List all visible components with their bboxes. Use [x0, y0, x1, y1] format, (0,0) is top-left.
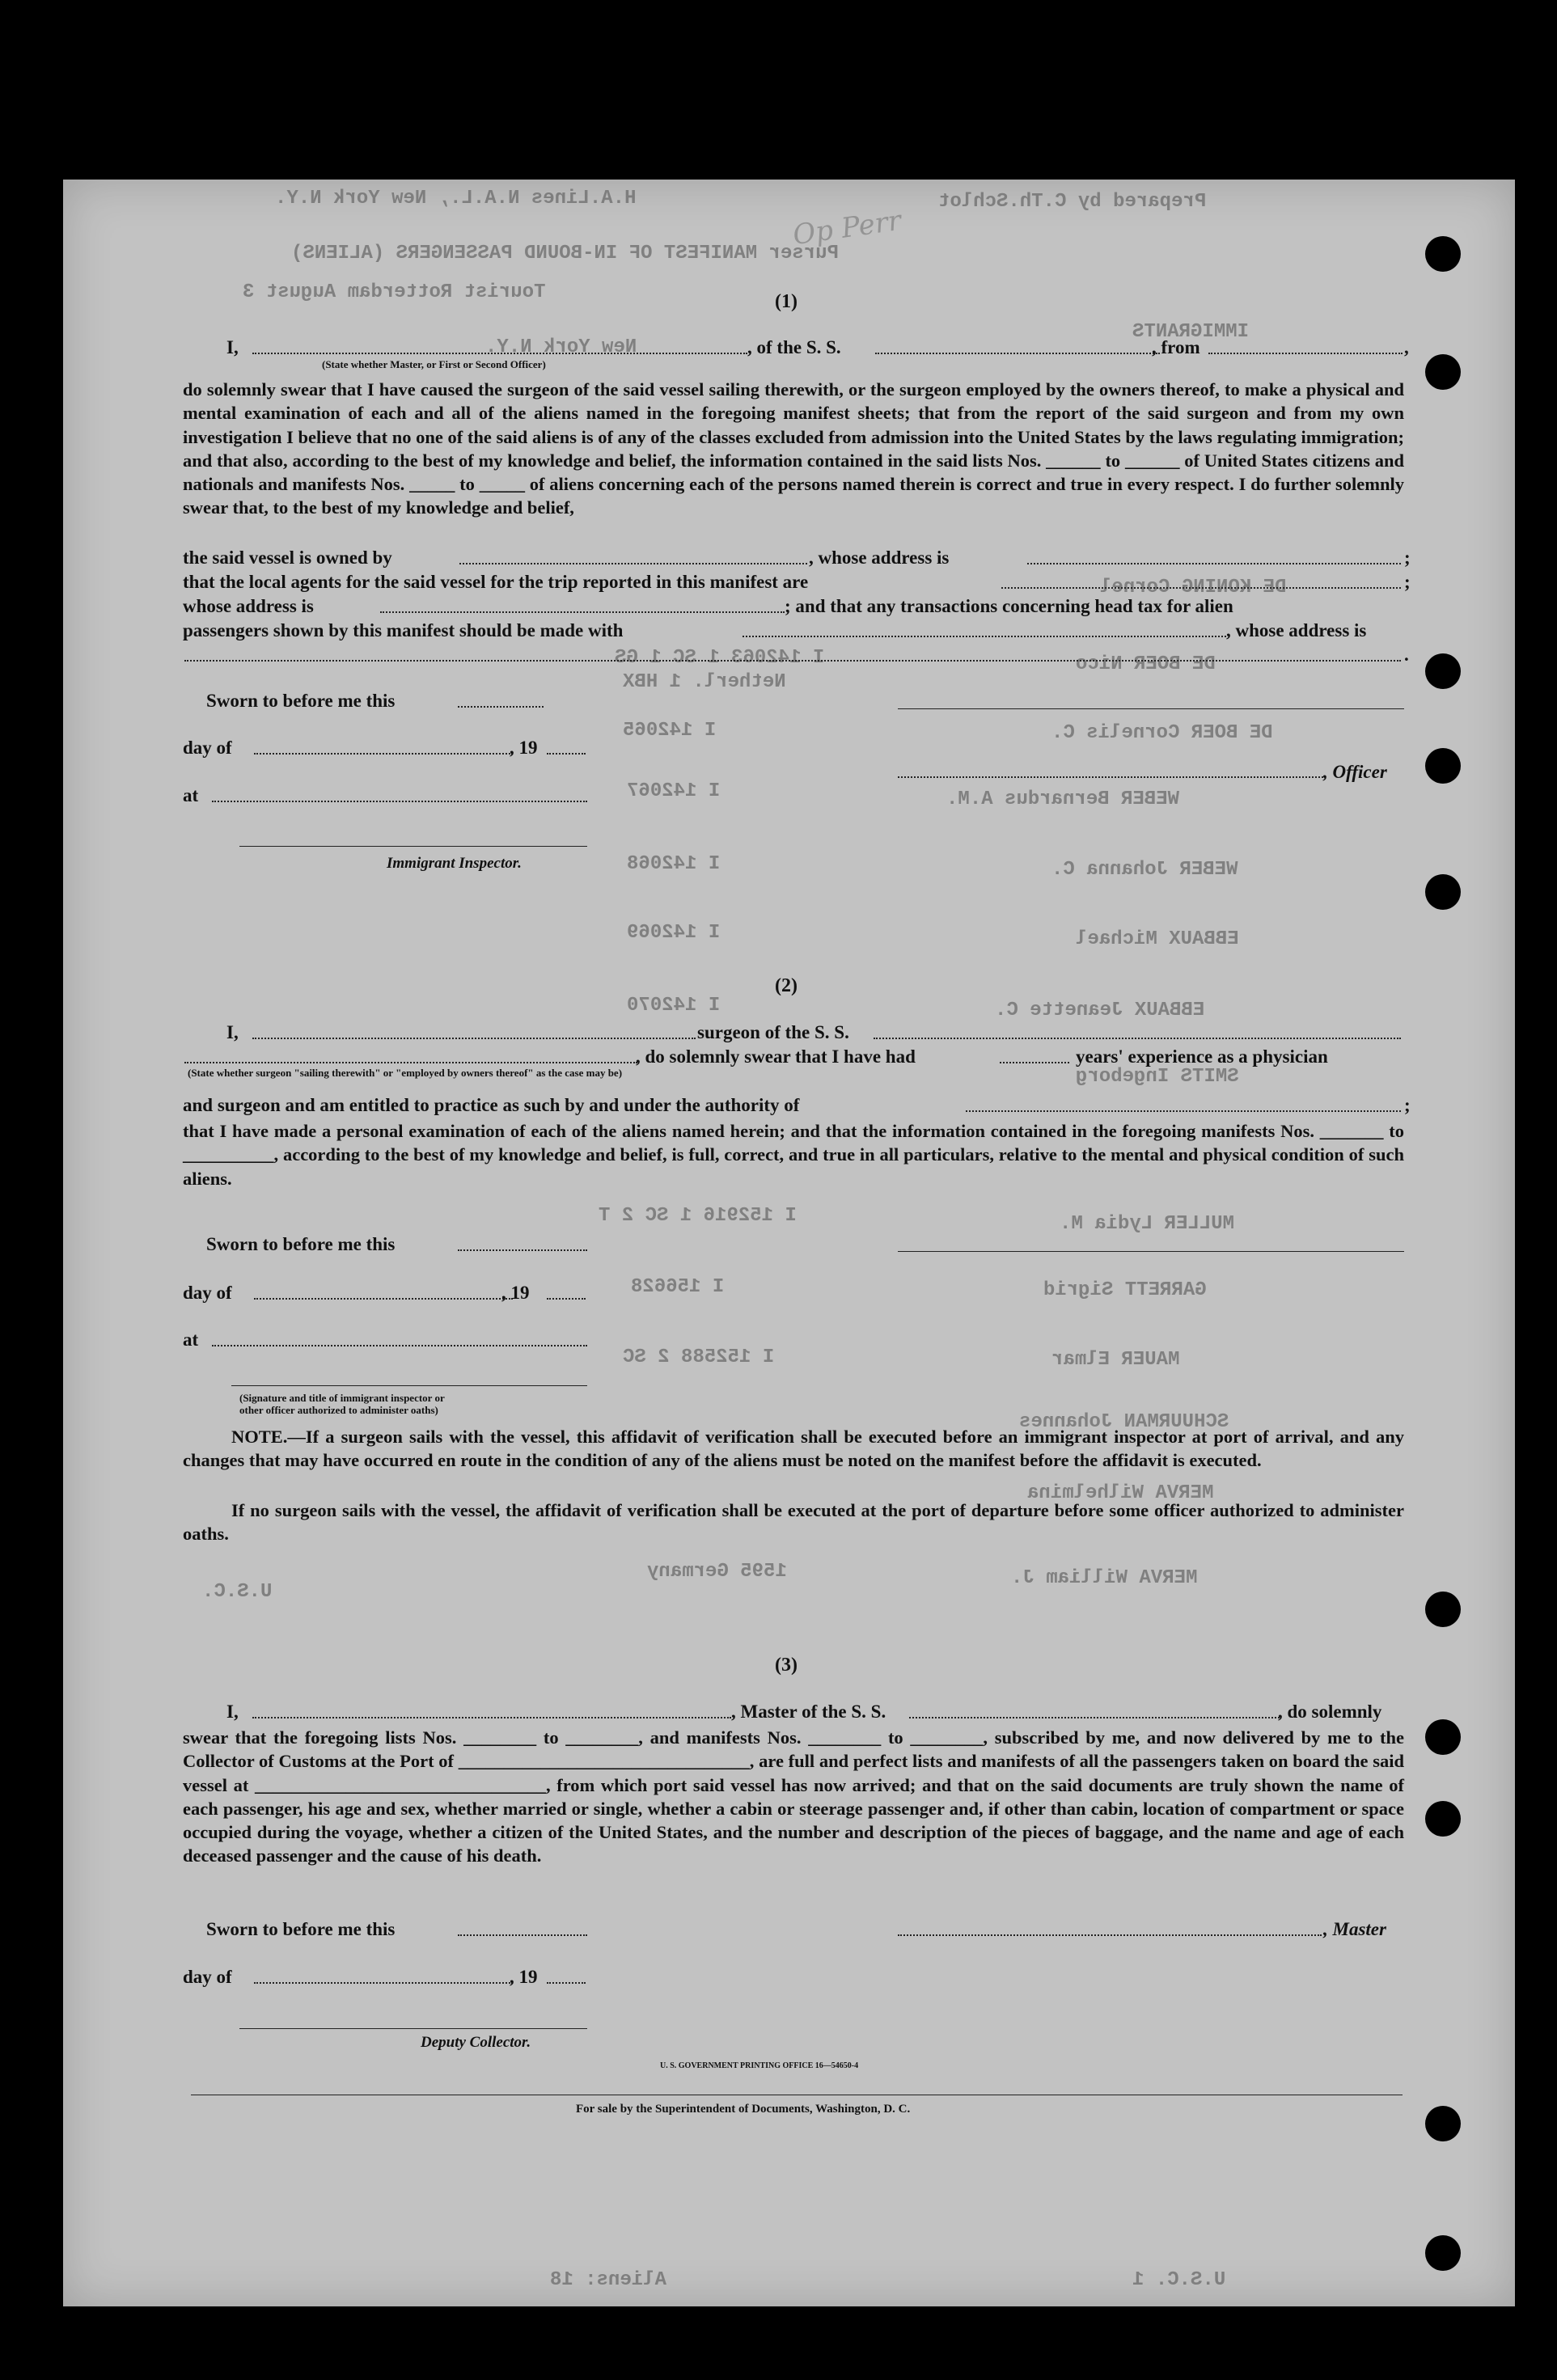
- sworn-date-field-3[interactable]: [458, 1934, 587, 1936]
- surgeon-vessel-field[interactable]: [874, 1038, 1401, 1039]
- officer-name-field[interactable]: [252, 353, 747, 354]
- binder-hole: [1425, 1592, 1461, 1627]
- oath-i-label: I,: [226, 337, 239, 357]
- surgeon-of-label: surgeon of the S. S.: [697, 1022, 849, 1042]
- whose-address-label: , whose address is: [809, 547, 950, 568]
- sig-hint-2: other officer authorized to administer oaths): [239, 1404, 438, 1416]
- deputy-line: [239, 2028, 587, 2029]
- bleed-through-text: Tourist Rotterdam August 3: [243, 281, 546, 303]
- swear-label: , do solemnly swear that I have had: [636, 1046, 916, 1067]
- passengers-label: passengers shown by this manifest should be made with: [183, 620, 624, 640]
- local-agents-field[interactable]: [1001, 587, 1401, 589]
- day-of-label-2: day of: [183, 1283, 232, 1303]
- surgeon-note: NOTE.—If a surgeon sails with the vessel, this affidavit of verification shall be executed before an immigrant inspector at port of arrival, and any changes that may have occurred en route in the condition of any of the aliens must be noted on the manifest before the affidavit is executed.: [183, 1427, 1404, 1471]
- section-1-body-a: do solemnly swear that I have caused the surgeon of the said vessel sailing therewith, or the surgeon employed by the owners thereof, to make a physical and mental examination of each and all of the aliens named in the foregoing manifest sheets; that from the report of the said surgeon and from my own investigation I believe that no one of the said aliens is of any of the classes excluded from admission into the United States by the laws regulating immigration; and that also, according to the best of my knowledge and belief, the information contained in the said lists Nos. ______ to ______ of United States citizens and nationals and manifests Nos. _____ to _____ of aliens concerning each of the persons named therein is correct and true in every respect. I do further solemnly swear that, to the best of my knowledge and belief,: [183, 379, 1405, 518]
- whose-address-label-2: whose address is: [183, 596, 314, 616]
- oath-i-label-2: I,: [226, 1022, 239, 1042]
- local-agents-label: that the local agents for the said vessel for the trip reported in this manifest are: [183, 572, 809, 592]
- surgeon-hint: (State whether surgeon "sailing therewith" or "employed by owners thereof" as the case may be): [188, 1067, 623, 1079]
- year-field[interactable]: [547, 753, 586, 755]
- solemnly-label: , do solemnly: [1278, 1702, 1382, 1722]
- binder-hole: [1425, 1801, 1461, 1837]
- deputy-label: Deputy Collector.: [421, 2034, 531, 2051]
- sworn-date-field[interactable]: [458, 706, 544, 708]
- sworn-date-field-2[interactable]: [458, 1249, 587, 1251]
- at-label: at: [183, 785, 199, 805]
- binder-hole: [1425, 2235, 1461, 2271]
- day-of-label-3: day of: [183, 1967, 232, 1987]
- year-field-3[interactable]: [547, 1982, 586, 1984]
- officer-label: , Officer: [1323, 762, 1387, 782]
- sworn-label: Sworn to before me this: [206, 691, 396, 711]
- surgeon-note-2: If no surgeon sails with the vessel, the affidavit of verification shall be executed at the port of departure before some officer authorized to administer oaths.: [183, 1500, 1404, 1545]
- master-signature-field[interactable]: [898, 1934, 1322, 1936]
- bleed-through-text: MERVA Wilhelmina: [1027, 1482, 1214, 1504]
- year-field-2[interactable]: [547, 1298, 586, 1300]
- bleed-through-text: DE BOER Cornelis C.: [1051, 722, 1273, 744]
- day-of-field-3[interactable]: [254, 1982, 513, 1984]
- pencil-annotation: Op Perr: [790, 204, 903, 252]
- at-field[interactable]: [212, 801, 587, 802]
- agents-address-field[interactable]: [380, 611, 785, 613]
- head-tax-party-field[interactable]: [743, 636, 1226, 637]
- bleed-through-text: Netherl. 1 HBX: [623, 671, 786, 693]
- day-of-label: day of: [183, 738, 232, 758]
- bleed-through-text: Aliens: 18: [550, 2269, 667, 2291]
- vessel-name-field[interactable]: [875, 353, 1160, 354]
- year-label: , 19: [510, 738, 538, 758]
- head-tax-label: ; and that any transactions concerning head tax for alien: [785, 596, 1233, 616]
- section-2-number: (2): [775, 975, 798, 996]
- binder-hole: [1425, 354, 1461, 390]
- owner-field[interactable]: [459, 563, 807, 564]
- from-port-field[interactable]: [1208, 353, 1403, 354]
- bleed-through-text: I 142070: [627, 995, 721, 1017]
- year-label-3: , 19: [510, 1967, 538, 1987]
- bleed-through-text: WEBER Bernardus A.M.: [946, 788, 1180, 810]
- bleed-through-text: 1595 Germany: [647, 1561, 787, 1583]
- sig-hint-1: (Signature and title of immigrant inspector or: [239, 1392, 445, 1404]
- master-label: , Master: [1323, 1919, 1386, 1939]
- bleed-through-text: WEBER Johanna C.: [1051, 859, 1238, 881]
- inspector-line-2: [231, 1385, 587, 1386]
- section-3-body: swear that the foregoing lists Nos. ________ to ________, and manifests Nos. ________ to ________, subscribed by me, and now delivered by me to the Collector of Customs at the Port of ________________________________, are full and perfect lists and manifests of all the passengers taken on board the said vessel at ________________________________, from which port said vessel has now arrived; and that on the said documents are truly shown the name of each passenger, his age and sex, whether married or single, whether a cabin or steerage passenger and, if other than cabin, location of compartment or space occupied during the voyage, whether a citizen of the United States, and the number and description of the pieces of baggage, and the name and age of each deceased passenger and the cause of his death.: [183, 1727, 1404, 1866]
- whose-address-label-3: , whose address is: [1226, 620, 1367, 640]
- owner-address-field[interactable]: [1027, 563, 1401, 564]
- bleed-through-text: Prepared by C.Th.Schlot: [938, 191, 1207, 213]
- bleed-through-text: Purser MANIFEST OF IN-BOUND PASSENGERS (ALIENS): [291, 243, 839, 264]
- from-label: , from: [1152, 337, 1200, 357]
- day-of-field-2[interactable]: [254, 1298, 513, 1300]
- authority-label: and surgeon and am entitled to practice as such by and under the authority of: [183, 1095, 800, 1115]
- master-name-field[interactable]: [252, 1717, 731, 1718]
- surgeon-status-field[interactable]: [184, 1062, 637, 1063]
- section-3-number: (3): [775, 1655, 798, 1676]
- head-tax-address-field[interactable]: [184, 660, 1401, 662]
- year-label-2: , 19: [501, 1283, 530, 1303]
- authority-field[interactable]: [966, 1110, 1401, 1112]
- bleed-through-text: I 152916 1 SC 2 T: [599, 1205, 797, 1227]
- for-sale-line: For sale by the Superintendent of Documents, Washington, D. C.: [576, 2103, 911, 2116]
- sworn-label-2: Sworn to before me this: [206, 1234, 396, 1254]
- bleed-through-text: I 156628: [631, 1276, 725, 1298]
- bleed-through-text: I 142063 1 SC 1 GS: [615, 647, 825, 669]
- bleed-through-text: DE KONING Cornel: [1100, 577, 1287, 598]
- binder-hole: [1425, 653, 1461, 689]
- bleed-through-text: SMITS Ingeborg: [1076, 1066, 1239, 1088]
- officer-hint: (State whether Master, or First or Second Officer): [322, 358, 546, 370]
- bleed-through-text: MERVA William J.: [1011, 1567, 1198, 1589]
- signature-line: [898, 708, 1404, 709]
- of-ss-label: , of the S. S.: [747, 337, 841, 357]
- bleed-through-text: U.S.C. 1: [1132, 2269, 1226, 2291]
- bleed-through-text: I 152588 2 SC: [623, 1346, 775, 1368]
- bleed-through-text: I 142065: [623, 720, 717, 742]
- inspector-label: Immigrant Inspector.: [387, 855, 522, 872]
- oath-i-label-3: I,: [226, 1702, 239, 1722]
- bleed-through-text: U.S.C.: [202, 1581, 273, 1603]
- years-field[interactable]: [1000, 1062, 1069, 1063]
- bleed-through-text: IMMIGRANTS: [1132, 321, 1250, 343]
- bleed-through-text: MAUER Elmar: [1051, 1349, 1180, 1371]
- bleed-through-text: H.A.Lines N.A.L., New York N.Y.: [275, 188, 637, 209]
- printing-office: U. S. GOVERNMENT PRINTING OFFICE 16—54650-4: [660, 2061, 859, 2070]
- bleed-through-text: SCHUURMAN Johannes: [1019, 1411, 1229, 1433]
- bleed-through-text: GARRETT Sigrid: [1043, 1279, 1207, 1301]
- sworn-label-3: Sworn to before me this: [206, 1919, 396, 1939]
- owned-by-label: the said vessel is owned by: [183, 547, 392, 568]
- at-label-2: at: [183, 1330, 199, 1350]
- master-of-label: , Master of the S. S.: [731, 1702, 886, 1722]
- years-label: years' experience as a physician: [1076, 1046, 1328, 1067]
- bleed-through-text: MULLER Lydia M.: [1060, 1213, 1235, 1235]
- bleed-through-text: I 142068: [627, 853, 721, 875]
- surgeon-signature-line: [898, 1251, 1404, 1252]
- binder-hole: [1425, 748, 1461, 784]
- section-2-body: that I have made a personal examination of each of the aliens named herein; and that the information contained in the foregoing manifests Nos. _______ to __________, according to the best of my knowledge and belief, is full, correct, and true in all particulars, relative to the mental and physical condition of such aliens.: [183, 1121, 1404, 1189]
- master-vessel-field[interactable]: [909, 1717, 1280, 1718]
- binder-hole: [1425, 236, 1461, 272]
- bleed-through-text: I 142069: [627, 922, 721, 944]
- bleed-through-text: EBBAUX Michael: [1076, 928, 1239, 950]
- binder-hole: [1425, 2106, 1461, 2141]
- officer-signature-field[interactable]: [898, 776, 1323, 778]
- bleed-through-text: I 142067: [627, 780, 721, 802]
- bleed-through-text: New York N.Y.: [485, 336, 637, 358]
- at-field-2[interactable]: [212, 1345, 587, 1346]
- day-of-field[interactable]: [254, 753, 513, 755]
- binder-hole: [1425, 874, 1461, 910]
- inspector-line: [239, 846, 587, 847]
- bleed-through-text: DE BOER Nico: [1076, 653, 1216, 675]
- surgeon-name-field[interactable]: [252, 1038, 696, 1039]
- bleed-through-text: EBBAUX Jeanette C.: [995, 1000, 1205, 1021]
- section-1-number: (1): [775, 291, 798, 312]
- binder-hole: [1425, 1719, 1461, 1755]
